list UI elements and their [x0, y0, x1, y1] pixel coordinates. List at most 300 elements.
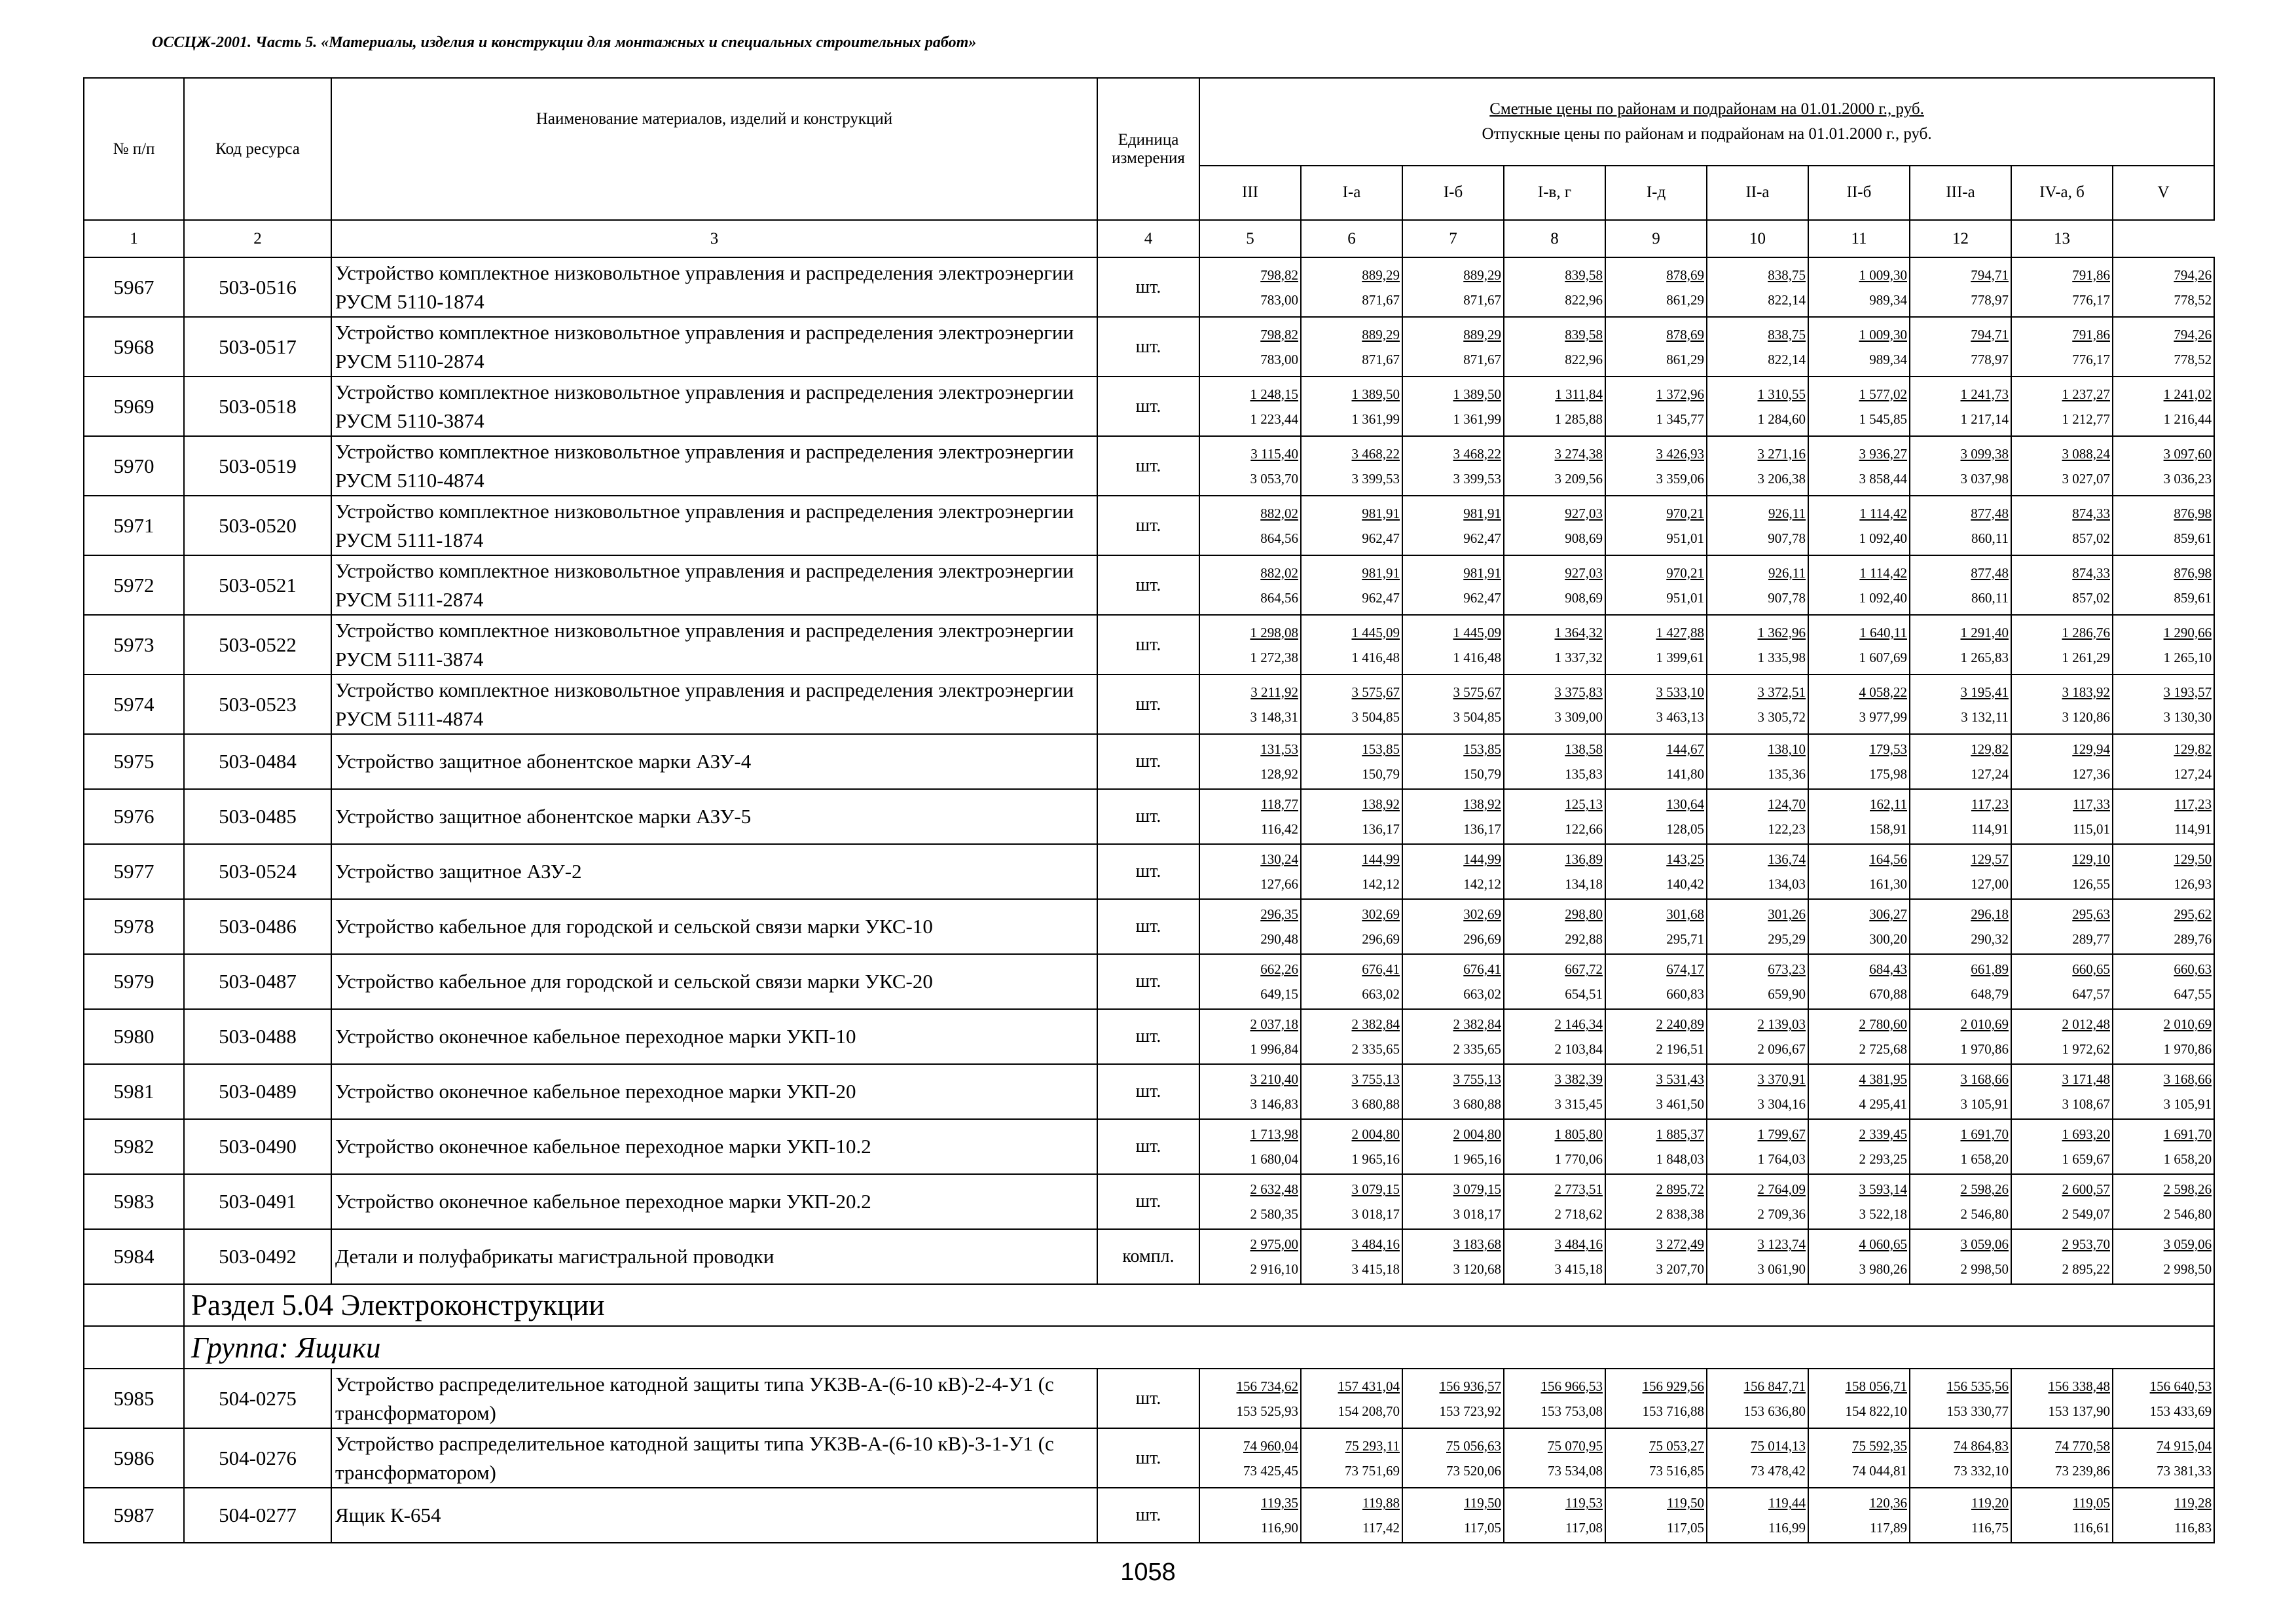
price-cell: [1402, 1428, 1504, 1488]
row-number: 5986: [84, 1428, 184, 1488]
price-cell: [1402, 1229, 1504, 1284]
price-cell: [1402, 257, 1504, 317]
release-price: 1 545,85: [1859, 411, 1907, 427]
price-cell: [1707, 1428, 1808, 1488]
release-price: 1 212,77: [2062, 411, 2110, 427]
release-price: 3 461,50: [1656, 1096, 1704, 1112]
price-cell: [2011, 1488, 2113, 1543]
estimate-price: 3 468,22: [1351, 445, 1400, 462]
estimate-price: 157 431,04: [1338, 1378, 1400, 1394]
release-price: 154 208,70: [1338, 1403, 1400, 1419]
price-cell: [1808, 1229, 1910, 1284]
unit: шт.: [1097, 789, 1199, 844]
price-cell: [1605, 1488, 1707, 1543]
region-header: I-д: [1605, 166, 1707, 220]
price-cell: [2113, 496, 2214, 555]
estimate-price: 839,58: [1565, 326, 1603, 342]
price-cell: [1402, 844, 1504, 899]
price-cell: [1402, 1009, 1504, 1064]
release-price: 153 433,69: [2149, 1403, 2212, 1419]
unit: компл.: [1097, 1229, 1199, 1284]
price-cell: [2011, 954, 2113, 1009]
price-cell: [1301, 1369, 1402, 1428]
price-cell: [1504, 377, 1605, 436]
estimate-price: 124,70: [1768, 796, 1806, 812]
release-price: 3 027,07: [2062, 470, 2110, 487]
estimate-price: 75 053,27: [1649, 1437, 1704, 1454]
estimate-price: 301,26: [1768, 906, 1806, 922]
price-cell: [2113, 615, 2214, 674]
price-cell: [1301, 674, 1402, 734]
release-price: 871,67: [1463, 291, 1501, 308]
estimate-price: 1 693,20: [2062, 1126, 2110, 1142]
resource-code: 503-0521: [184, 555, 331, 615]
price-cell: [2113, 1174, 2214, 1229]
price-cell: [1605, 555, 1707, 615]
resource-code: 503-0488: [184, 1009, 331, 1064]
estimate-price: 2 339,45: [1859, 1126, 1907, 1142]
price-cell: [1808, 257, 1910, 317]
estimate-price: 3 274,38: [1554, 445, 1603, 462]
release-price: 122,23: [1768, 821, 1806, 837]
price-cell: [1707, 734, 1808, 789]
price-cell: [1910, 615, 2011, 674]
estimate-price: 660,65: [2072, 961, 2110, 977]
release-price: 2 293,25: [1859, 1151, 1907, 1167]
release-price: 290,48: [1260, 931, 1298, 947]
price-cell: [1605, 789, 1707, 844]
release-price: 857,02: [2072, 589, 2110, 606]
release-price: 1 970,86: [2163, 1041, 2212, 1057]
release-price: 1 216,44: [2163, 411, 2212, 427]
item-name: Устройство комплектное низковольтное управления и распределения электроэнергии РУСМ 5111-1874: [331, 496, 1097, 555]
release-price: 871,67: [1362, 291, 1400, 308]
release-price: 1 658,20: [1960, 1151, 2009, 1167]
price-cell: [1707, 1064, 1808, 1119]
estimate-price: 1 241,02: [2163, 386, 2212, 402]
price-cell: [1605, 377, 1707, 436]
price-cell: [1605, 1229, 1707, 1284]
item-name: Устройство комплектное низковольтное управления и распределения электроэнергии РУСМ 5110-2874: [331, 317, 1097, 377]
estimate-price: 3 533,10: [1656, 684, 1704, 700]
price-cell: [1301, 844, 1402, 899]
estimate-price: 3 079,15: [1453, 1181, 1501, 1197]
release-price: 1 261,29: [2062, 649, 2110, 665]
price-cell: [1199, 1369, 1301, 1428]
release-price: 2 709,36: [1757, 1206, 1806, 1222]
price-cell: [1199, 1229, 1301, 1284]
estimate-price: 130,24: [1260, 851, 1298, 867]
estimate-price: 3 375,83: [1554, 684, 1603, 700]
estimate-price: 2 598,26: [2163, 1181, 2212, 1197]
release-price: 134,18: [1565, 876, 1603, 892]
item-name: Устройство защитное АЗУ-2: [331, 844, 1097, 899]
release-price: 116,75: [1971, 1520, 2009, 1536]
release-price: 3 120,86: [2062, 709, 2110, 725]
release-price: 951,01: [1666, 530, 1704, 546]
release-price: 2 838,38: [1656, 1206, 1704, 1222]
table-row: [84, 615, 2214, 674]
row-number: 5973: [84, 615, 184, 674]
price-cell: [2011, 615, 2113, 674]
price-cell: [1301, 954, 1402, 1009]
price-cell: [1910, 436, 2011, 496]
release-price: 128,05: [1666, 821, 1704, 837]
region-header: I-а: [1301, 166, 1402, 220]
release-price: 654,51: [1565, 986, 1603, 1002]
price-cell: [1910, 1488, 2011, 1543]
release-price: 776,17: [2072, 291, 2110, 308]
table-row: [84, 1064, 2214, 1119]
release-price: 135,83: [1565, 766, 1603, 782]
item-name: Устройство комплектное низковольтное управления и распределения электроэнергии РУСМ 5111-4874: [331, 674, 1097, 734]
price-cell: [2113, 436, 2214, 496]
release-price: 289,77: [2072, 931, 2110, 947]
estimate-price: 130,64: [1666, 796, 1704, 812]
estimate-price: 2 764,09: [1757, 1181, 1806, 1197]
estimate-price: 874,33: [2072, 505, 2110, 521]
estimate-price: 131,53: [1260, 741, 1298, 757]
price-cell: [1504, 1174, 1605, 1229]
price-cell: [1605, 734, 1707, 789]
item-name: Устройство кабельное для городской и сельской связи марки УКС-10: [331, 899, 1097, 954]
price-cell: [2113, 844, 2214, 899]
estimate-price: 3 059,06: [1960, 1236, 2009, 1252]
estimate-price: 136,74: [1768, 851, 1806, 867]
release-price: 822,96: [1565, 351, 1603, 367]
release-price: 3 018,17: [1351, 1206, 1400, 1222]
unit: шт.: [1097, 257, 1199, 317]
estimate-price: 970,21: [1666, 564, 1704, 581]
resource-code: 503-0522: [184, 615, 331, 674]
release-price: 1 217,14: [1960, 411, 2009, 427]
price-cell: [1301, 1064, 1402, 1119]
column-number: 2: [184, 220, 331, 257]
price-cell: [1301, 1229, 1402, 1284]
estimate-price: 3 183,92: [2062, 684, 2110, 700]
estimate-price: 3 936,27: [1859, 445, 1907, 462]
price-cell: [1910, 954, 2011, 1009]
release-price: 859,61: [2174, 530, 2212, 546]
estimate-price: 306,27: [1869, 906, 1907, 922]
estimate-price: 119,20: [1971, 1495, 2009, 1511]
release-price: 289,76: [2174, 931, 2212, 947]
price-cell: [1504, 555, 1605, 615]
estimate-price: 136,89: [1565, 851, 1603, 867]
price-cell: [1402, 674, 1504, 734]
release-price: 776,17: [2072, 351, 2110, 367]
release-price: 3 315,45: [1554, 1096, 1603, 1112]
release-price: 116,61: [2073, 1520, 2110, 1536]
price-cell: [1707, 317, 1808, 377]
release-price: 3 209,56: [1554, 470, 1603, 487]
row-number: 5970: [84, 436, 184, 496]
price-cell: [1301, 377, 1402, 436]
release-price: 1 607,69: [1859, 649, 1907, 665]
estimate-price: 129,82: [2174, 741, 2212, 757]
estimate-price: 3 099,38: [1960, 445, 2009, 462]
table-row: [84, 1174, 2214, 1229]
release-price: 127,66: [1260, 876, 1298, 892]
estimate-price: 878,69: [1666, 326, 1704, 342]
price-cell: [1910, 734, 2011, 789]
estimate-price: 3 593,14: [1859, 1181, 1907, 1197]
release-price: 127,00: [1971, 876, 2009, 892]
estimate-price: 117,23: [2174, 796, 2212, 812]
release-price: 73 332,10: [1954, 1462, 2009, 1479]
estimate-price: 153,85: [1463, 741, 1501, 757]
price-cell: [1707, 1174, 1808, 1229]
release-price: 1 223,44: [1250, 411, 1298, 427]
estimate-price: 798,82: [1260, 326, 1298, 342]
release-price: 73 751,69: [1345, 1462, 1400, 1479]
resource-code: 504-0275: [184, 1369, 331, 1428]
table-body: [84, 257, 2214, 1543]
release-price: 871,67: [1463, 351, 1501, 367]
estimate-price: 1 640,11: [1859, 624, 1907, 640]
estimate-price: 3 484,16: [1351, 1236, 1400, 1252]
price-cell: [1402, 1369, 1504, 1428]
price-cell: [1504, 899, 1605, 954]
item-name: Устройство распределительное катодной защиты типа УКЗВ-А-(6-10 кВ)-3-1-У1 (с трансформатором): [331, 1428, 1097, 1488]
unit: шт.: [1097, 1119, 1199, 1174]
price-cell: [1199, 377, 1301, 436]
release-price: 1 265,10: [2163, 649, 2212, 665]
price-cell: [1301, 436, 1402, 496]
price-cell: [1605, 496, 1707, 555]
table-row: [84, 317, 2214, 377]
release-price: 2 546,80: [2163, 1206, 2212, 1222]
estimate-price: 676,41: [1362, 961, 1400, 977]
estimate-price: 3 183,68: [1453, 1236, 1501, 1252]
release-price: 154 822,10: [1845, 1403, 1907, 1419]
estimate-price: 1 362,96: [1757, 624, 1806, 640]
price-cell: [1910, 1009, 2011, 1064]
estimate-price: 74 770,58: [2055, 1437, 2110, 1454]
price-cell: [2113, 1229, 2214, 1284]
release-price: 659,90: [1768, 986, 1806, 1002]
price-cell: [1301, 257, 1402, 317]
price-cell: [1910, 1369, 2011, 1428]
price-cell: [1199, 1009, 1301, 1064]
release-price: 660,83: [1666, 986, 1704, 1002]
release-price: 150,79: [1362, 766, 1400, 782]
price-cell: [1910, 1174, 2011, 1229]
release-price: 290,32: [1971, 931, 2009, 947]
estimate-price: 1 290,66: [2163, 624, 2212, 640]
estimate-price: 1 691,70: [2163, 1126, 2212, 1142]
price-cell: [1504, 317, 1605, 377]
estimate-price: 674,17: [1666, 961, 1704, 977]
price-cell: [2011, 1064, 2113, 1119]
release-price: 127,24: [1971, 766, 2009, 782]
release-price: 3 304,16: [1757, 1096, 1806, 1112]
release-price: 2 998,50: [2163, 1261, 2212, 1277]
price-cell: [1707, 1369, 1808, 1428]
estimate-price: 156 929,56: [1642, 1378, 1704, 1394]
region-header: V: [2113, 166, 2214, 220]
item-name: Устройство комплектное низковольтное управления и распределения электроэнергии РУСМ 5111-3874: [331, 615, 1097, 674]
resource-code: 503-0519: [184, 436, 331, 496]
estimate-price: 794,71: [1971, 267, 2009, 283]
release-price: 989,34: [1869, 291, 1907, 308]
price-cell: [1301, 615, 1402, 674]
estimate-price: 1 885,37: [1656, 1126, 1704, 1142]
estimate-price: 1 445,09: [1351, 624, 1400, 640]
row-number: 5978: [84, 899, 184, 954]
table-row: [84, 377, 2214, 436]
estimate-price: 1 248,15: [1250, 386, 1298, 402]
unit: шт.: [1097, 1369, 1199, 1428]
price-cell: [1605, 844, 1707, 899]
release-price: 778,97: [1971, 351, 2009, 367]
table-row: [84, 1119, 2214, 1174]
estimate-price: 296,18: [1971, 906, 2009, 922]
estimate-price: 2 953,70: [2062, 1236, 2110, 1252]
price-cell: [1301, 317, 1402, 377]
table-row: [84, 899, 2214, 954]
estimate-price: 3 426,93: [1656, 445, 1704, 462]
price-cell: [1199, 674, 1301, 734]
column-number-row: [84, 220, 2214, 257]
table-row: [84, 1009, 2214, 1064]
resource-code: 503-0490: [184, 1119, 331, 1174]
price-cell: [1504, 1369, 1605, 1428]
price-cell: [1504, 789, 1605, 844]
estimate-price: 660,63: [2174, 961, 2212, 977]
column-number: 4: [1097, 220, 1199, 257]
estimate-price: 889,29: [1463, 326, 1501, 342]
release-price: 135,36: [1768, 766, 1806, 782]
estimate-price: 676,41: [1463, 961, 1501, 977]
estimate-price: 138,92: [1362, 796, 1400, 812]
estimate-price: 882,02: [1260, 564, 1298, 581]
header-name: Наименование материалов, изделий и конструкций: [331, 78, 1097, 220]
estimate-price: 119,88: [1362, 1495, 1400, 1511]
release-price: 3 399,53: [1351, 470, 1400, 487]
release-price: 663,02: [1362, 986, 1400, 1002]
price-cell: [2113, 1009, 2214, 1064]
unit: шт.: [1097, 674, 1199, 734]
estimate-price: 3 168,66: [1960, 1071, 2009, 1087]
estimate-price: 3 193,57: [2163, 684, 2212, 700]
release-price: 3 504,85: [1351, 709, 1400, 725]
table-row: [84, 789, 2214, 844]
estimate-price: 794,26: [2174, 326, 2212, 342]
price-cell: [1707, 844, 1808, 899]
price-cell: [1808, 317, 1910, 377]
price-cell: [1199, 844, 1301, 899]
column-number: 8: [1504, 220, 1605, 257]
release-price: 3 399,53: [1453, 470, 1501, 487]
price-cell: [1808, 496, 1910, 555]
price-cell: [2011, 377, 2113, 436]
release-price: 117,89: [1870, 1520, 1907, 1536]
estimate-price: 119,50: [1667, 1495, 1704, 1511]
price-cell: [1808, 377, 1910, 436]
item-name: Устройство распределительное катодной защиты типа УКЗВ-А-(6-10 кВ)-2-4-У1 (с трансформатором): [331, 1369, 1097, 1428]
estimate-price: 791,86: [2072, 326, 2110, 342]
column-number: 12: [1910, 220, 2011, 257]
price-cell: [1199, 734, 1301, 789]
row-number: 5981: [84, 1064, 184, 1119]
price-cell: [1605, 1428, 1707, 1488]
estimate-price: 1 389,50: [1453, 386, 1501, 402]
item-name: Устройство защитное абонентское марки АЗУ-4: [331, 734, 1097, 789]
unit: шт.: [1097, 1428, 1199, 1488]
release-price: 295,71: [1666, 931, 1704, 947]
price-cell: [2011, 496, 2113, 555]
release-price: 296,69: [1362, 931, 1400, 947]
release-price: 3 105,91: [2163, 1096, 2212, 1112]
estimate-price: 3 168,66: [2163, 1071, 2212, 1087]
estimate-price: 926,11: [1768, 505, 1806, 521]
price-cell: [2113, 1119, 2214, 1174]
estimate-price: 156 535,56: [1946, 1378, 2009, 1394]
estimate-price: 2 598,26: [1960, 1181, 2009, 1197]
release-price: 116,99: [1768, 1520, 1806, 1536]
item-name: Устройство оконечное кабельное переходное марки УКП-10.2: [331, 1119, 1097, 1174]
price-cell: [1301, 1009, 1402, 1064]
release-price: 126,55: [2072, 876, 2110, 892]
release-price: 3 680,88: [1351, 1096, 1400, 1112]
table-row: [84, 555, 2214, 615]
release-price: 73 520,06: [1446, 1462, 1501, 1479]
release-price: 864,56: [1260, 589, 1298, 606]
estimate-price: 138,10: [1768, 741, 1806, 757]
release-price: 158,91: [1869, 821, 1907, 837]
price-cell: [1199, 555, 1301, 615]
estimate-price: 661,89: [1971, 961, 2009, 977]
price-cell: [1808, 1369, 1910, 1428]
price-cell: [1808, 615, 1910, 674]
header-code: Код ресурса: [184, 78, 331, 220]
column-number: 7: [1402, 220, 1504, 257]
price-cell: [1910, 1428, 2011, 1488]
estimate-price: 839,58: [1565, 267, 1603, 283]
estimate-price: 1 799,67: [1757, 1126, 1806, 1142]
release-price: 2 103,84: [1554, 1041, 1603, 1057]
estimate-price: 4 058,22: [1859, 684, 1907, 700]
estimate-price: 889,29: [1362, 326, 1400, 342]
estimate-price: 119,28: [2174, 1495, 2212, 1511]
group-blank: [84, 1326, 184, 1369]
release-price: 1 399,61: [1656, 649, 1704, 665]
estimate-price: 874,33: [2072, 564, 2110, 581]
estimate-price: 3 059,06: [2163, 1236, 2212, 1252]
resource-code: 503-0516: [184, 257, 331, 317]
estimate-price: 164,56: [1869, 851, 1907, 867]
estimate-price: 1 713,98: [1250, 1126, 1298, 1142]
price-cell: [2011, 789, 2113, 844]
section-blank: [84, 1284, 184, 1326]
price-cell: [1910, 1119, 2011, 1174]
estimate-price: 129,57: [1971, 851, 2009, 867]
resource-code: 503-0517: [184, 317, 331, 377]
unit: шт.: [1097, 1064, 1199, 1119]
column-number: 1: [84, 220, 184, 257]
release-price: 3 359,06: [1656, 470, 1704, 487]
price-cell: [1707, 555, 1808, 615]
row-number: 5969: [84, 377, 184, 436]
table-row: [84, 1488, 2214, 1543]
release-price: 647,57: [2072, 986, 2110, 1002]
price-cell: [1402, 1174, 1504, 1229]
release-price: 1 848,03: [1656, 1151, 1704, 1167]
price-cell: [1910, 899, 2011, 954]
release-price: 3 018,17: [1453, 1206, 1501, 1222]
price-cell: [2113, 1064, 2214, 1119]
